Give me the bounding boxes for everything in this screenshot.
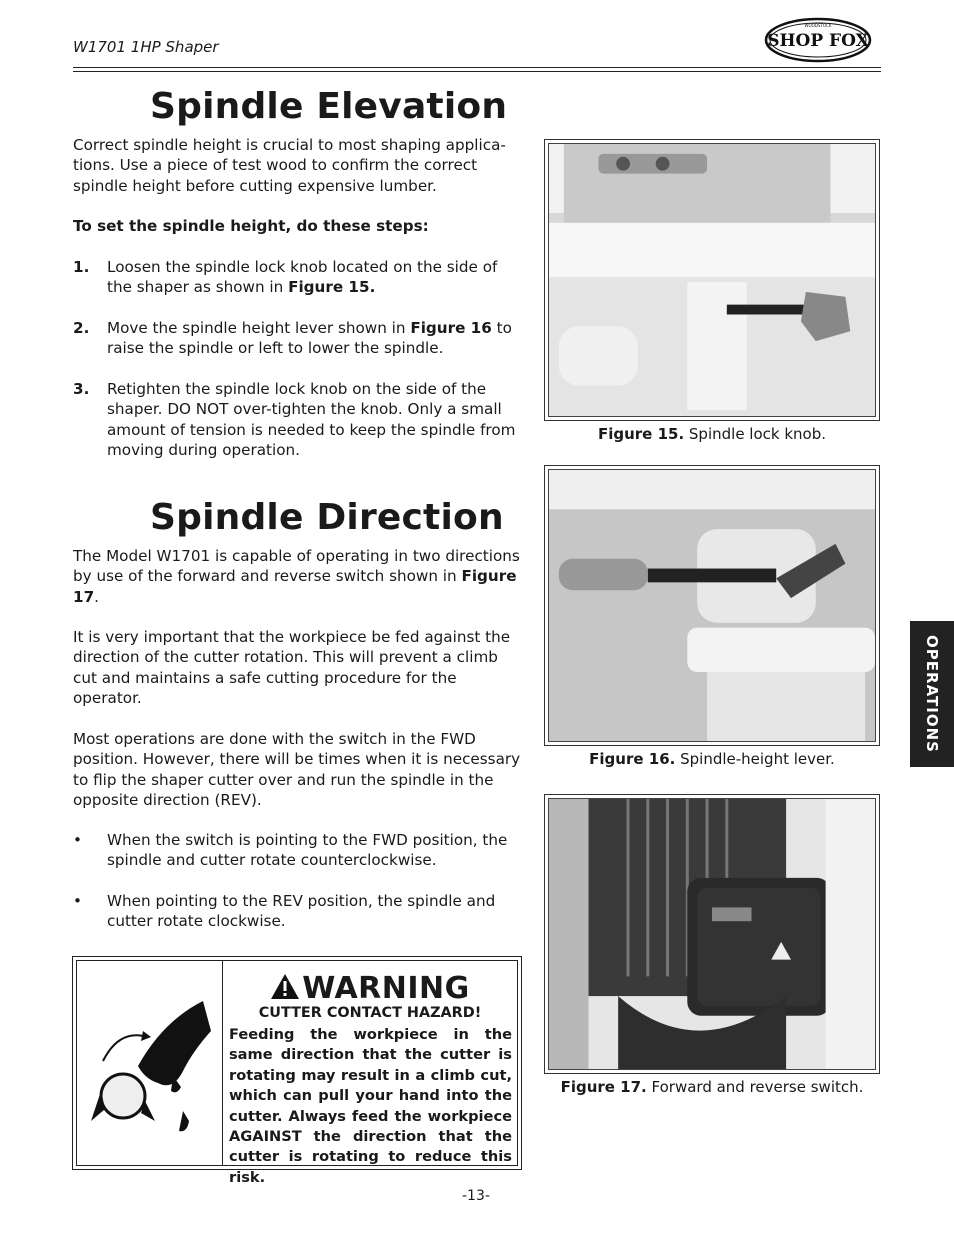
figure-15-caption: Figure 15. Spindle lock knob. (597, 425, 827, 443)
elevation-intro: Correct spindle height is crucial to most shaping applica- tions. Use a piece of test wood to confirm the correct spindle height before cutting expensive lumber. (73, 136, 506, 195)
warning-triangle-icon (270, 973, 300, 1008)
figure-17-photo (544, 794, 880, 1074)
section-title-spindle-elevation: Spindle Elevation (150, 86, 508, 127)
side-tab-operations[interactable]: OPERATIONS (910, 621, 954, 767)
header-rule (73, 67, 881, 68)
direction-p1: The Model W1701 is capable of operating in two directions by use of the forward and reverse switch shown in Figure 17. (73, 547, 520, 606)
step-2: 2. Move the spindle height lever shown in Figure 16 to raise the spindle or left to lower the spindle. (73, 319, 512, 358)
hand-cutter-icon (83, 991, 217, 1141)
figure-16-photo (544, 465, 880, 746)
warning-title: WARNING (225, 971, 515, 1008)
direction-p3: Most operations are done with the switch in the FWD position. However, there will be times when it is necessary to flip the shaper cutter over and run the spindle in the opposite direction (REV). (73, 730, 521, 809)
header-model: W1701 1HP Shaper (73, 38, 219, 56)
step-1: 1. Loosen the spindle lock knob located on the side of the shaper as shown in Figure 15. (73, 258, 498, 297)
step-3: 3. Retighten the spindle lock knob on the side of the shaper. DO NOT over-tighten the knob. Only a small amount of tension is needed to keep the spindle from moving during operation. (73, 380, 516, 459)
bullet-rev: • When pointing to the REV position, the spindle and cutter rotate clockwise. (73, 892, 496, 931)
warning-box (72, 956, 522, 1186)
direction-p2: It is very important that the workpiece be fed against the direction of the cutter rotation. This will prevent a climb cut and maintains a safe cutting procedure for the operator. (73, 628, 511, 707)
figure-15-photo (544, 139, 880, 421)
warning-subtitle: CUTTER CONTACT HAZARD! (258, 1005, 482, 1021)
svg-text:SHOP FOX: SHOP FOX (767, 31, 869, 51)
bullet-fwd: • When the switch is pointing to the FWD position, the spindle and cutter rotate counterclockwise. (73, 831, 508, 870)
svg-text:WOODSTOCK: WOODSTOCK (804, 23, 832, 28)
warning-text: Feeding the workpiece in the same direction that the cutter is rotating may result in a climb cut, which can pull your hand into the cutter. Always feed the workpiece AGAINST the direction that the cutter is rotating to reduce this risk. (229, 1026, 512, 1186)
section-title-spindle-direction: Spindle Direction (150, 497, 504, 538)
figure-17-caption: Figure 17. Forward and reverse switch. (560, 1078, 864, 1096)
steps-heading: To set the spindle height, do these steps: (73, 217, 429, 235)
warning-divider (222, 961, 223, 1165)
header-rule-thin (73, 71, 881, 72)
shop-fox-logo (764, 16, 872, 64)
figure-16-caption: Figure 16. Spindle-height lever. (589, 750, 835, 768)
page-number: -13- (462, 1188, 490, 1204)
